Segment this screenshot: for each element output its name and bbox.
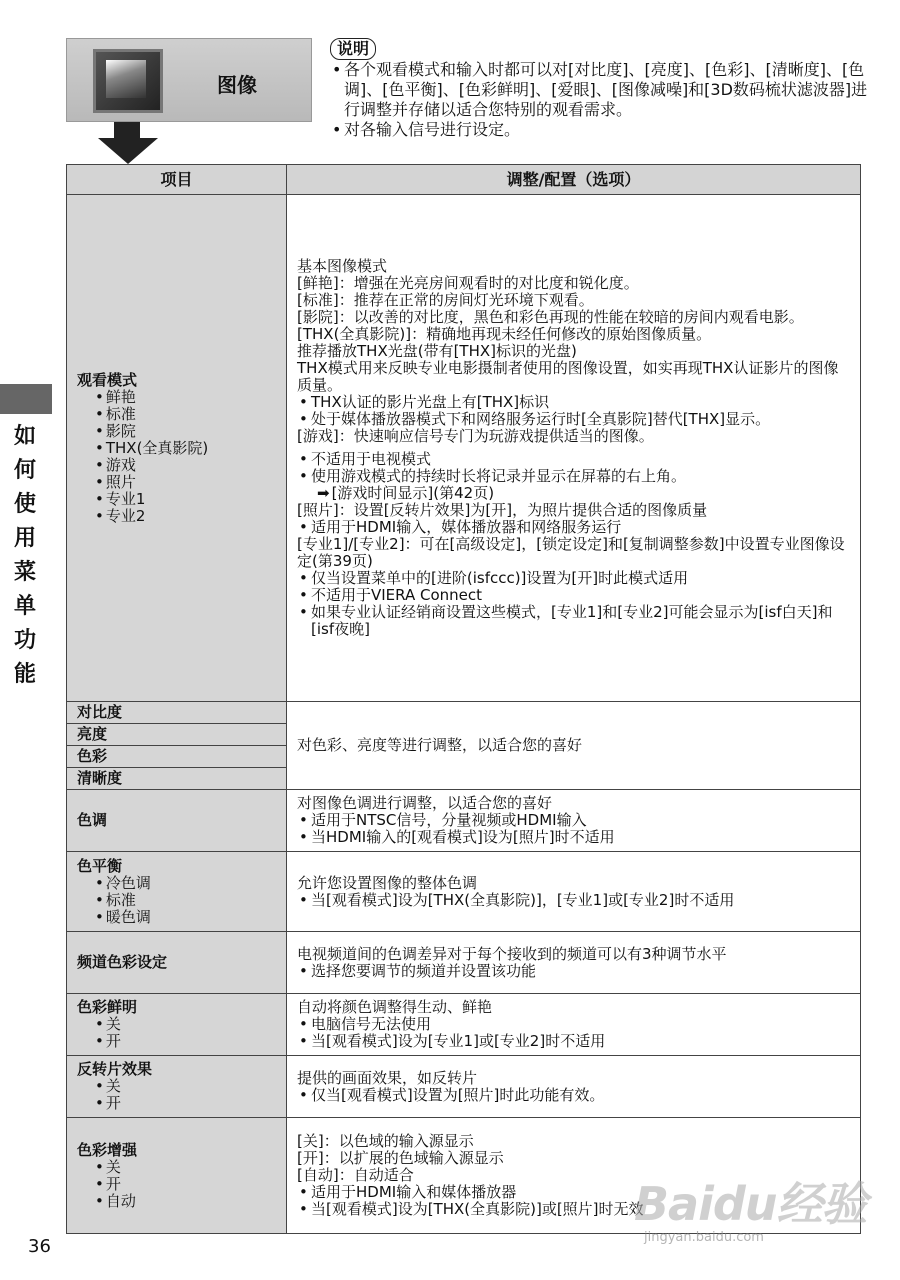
desc-line: 推荐播放THX光盘(带有[THX]标识的光盘) bbox=[297, 342, 577, 360]
option-item: • 开 bbox=[77, 1095, 276, 1112]
desc-line: THX模式用来反映专业电影摄制者使用的图像设置，如实再现THX认证影片的图像质量。 bbox=[297, 359, 839, 394]
desc-bullet: • 适用于HDMI输入，媒体播放器和网络服务运行 bbox=[297, 519, 850, 536]
side-tab-char: 何 bbox=[13, 458, 36, 483]
table-row bbox=[67, 852, 861, 932]
baidu-watermark bbox=[634, 1150, 874, 1270]
side-tab-char: 功 bbox=[13, 628, 36, 653]
option-item: • 暖色调 bbox=[77, 909, 276, 926]
table-header-row bbox=[67, 165, 861, 195]
column-header-item: 项目 bbox=[67, 165, 287, 195]
desc-line: [开]：以扩展的色域输入源显示 bbox=[297, 1149, 504, 1167]
item-cell bbox=[67, 994, 287, 1056]
desc-bullet: • THX认证的影片光盘上有[THX]标识 bbox=[297, 394, 850, 411]
item-label: 色平衡 bbox=[77, 856, 123, 875]
desc-line: [照片]：设置[反转片效果]为[开]，为照片提供合适的图像质量 bbox=[297, 501, 708, 519]
option-item: • 开 bbox=[77, 1033, 276, 1050]
desc-line: [标准]：推荐在正常的房间灯光环境下观看。 bbox=[297, 291, 594, 309]
option-item: • 专业2 bbox=[77, 508, 276, 525]
desc-bullet: • 仅当[观看模式]设置为[照片]时此功能有效。 bbox=[297, 1087, 850, 1104]
desc-line: [影院]：以改善的对比度，黑色和彩色再现的性能在较暗的房间内观看电影。 bbox=[297, 308, 804, 326]
desc-line: 自动将颜色调整得生动、鲜艳 bbox=[297, 998, 493, 1016]
desc-bullet: • 当HDMI输入的[观看模式]设为[照片]时不适用 bbox=[297, 829, 850, 846]
desc-line: 允许您设置图像的整体色调 bbox=[297, 873, 478, 892]
desc-bullet: • 当[观看模式]设为[THX(全真影院)]，[专业1]或[专业2]时不适用 bbox=[297, 892, 850, 909]
section-header bbox=[66, 38, 312, 122]
item-label: 亮度 bbox=[67, 724, 286, 746]
description-cell bbox=[287, 1056, 861, 1118]
table-row bbox=[67, 994, 861, 1056]
side-tab-marker bbox=[0, 384, 52, 414]
tv-picture-icon bbox=[93, 49, 163, 113]
option-item: • 开 bbox=[77, 1176, 276, 1193]
table-row bbox=[67, 932, 861, 994]
desc-line: [THX(全真影院)]：精确地再现未经任何修改的原始图像质量。 bbox=[297, 325, 712, 343]
item-cell bbox=[67, 790, 287, 852]
option-item: • 标准 bbox=[77, 892, 276, 909]
note-bullet: • 各个观看模式和输入时都可以对[对比度]、[亮度]、[色彩]、[清晰度]、[色调]、[色平衡]、[色彩鲜明]、[爱眼]、[图像减噪]和[3D数码梳状滤波器]进行调整并存储以适合您特别的观看需求。 bbox=[330, 60, 870, 120]
page-reference-link: ➡ [游戏时间显示](第42页) bbox=[297, 485, 850, 502]
option-item: • 冷色调 bbox=[77, 875, 276, 892]
item-cell bbox=[67, 1118, 287, 1234]
desc-bullet: • 电脑信号无法使用 bbox=[297, 1016, 850, 1033]
side-tab-char: 能 bbox=[13, 662, 36, 687]
section-title: 图像 bbox=[217, 73, 257, 97]
note-title: 说明 bbox=[330, 38, 376, 60]
note-block bbox=[330, 38, 870, 140]
desc-line: 提供的画面效果，如反转片 bbox=[297, 1068, 478, 1087]
option-item: • 影院 bbox=[77, 423, 276, 440]
note-bullet: • 对各输入信号进行设定。 bbox=[330, 120, 870, 140]
item-cell bbox=[67, 852, 287, 932]
option-item: • 自动 bbox=[77, 1193, 276, 1210]
table-row bbox=[67, 195, 861, 702]
side-tab-char: 用 bbox=[13, 526, 36, 551]
desc-bullet: • 当[观看模式]设为[THX(全真影院)]或[照片]时无效 bbox=[297, 1201, 850, 1218]
desc-line: [游戏]：快速响应信号专门为玩游戏提供适当的图像。 bbox=[297, 427, 654, 445]
side-tab-char: 使 bbox=[13, 492, 36, 517]
desc-line: 基本图像模式 bbox=[297, 257, 388, 275]
description-cell bbox=[287, 790, 861, 852]
item-cell bbox=[67, 1056, 287, 1118]
item-cell bbox=[67, 932, 287, 994]
watermark-brand: Baidu经验 bbox=[634, 1177, 867, 1231]
desc-bullet: • 不适用于电视模式 bbox=[297, 451, 850, 468]
item-label: 频道色彩设定 bbox=[77, 953, 168, 971]
description-cell bbox=[287, 994, 861, 1056]
desc-bullet: • 不适用于VIERA Connect bbox=[297, 587, 850, 604]
option-item: • 关 bbox=[77, 1016, 276, 1033]
page-number: 36 bbox=[28, 1236, 51, 1257]
desc-line: 对色彩、亮度等进行调整，以适合您的喜好 bbox=[297, 736, 583, 754]
option-item: • 关 bbox=[77, 1159, 276, 1176]
desc-bullet: • 适用于HDMI输入和媒体播放器 bbox=[297, 1184, 850, 1201]
option-item: • 专业1 bbox=[77, 491, 276, 508]
table-row bbox=[67, 790, 861, 852]
side-tab-char: 单 bbox=[13, 594, 36, 619]
description-cell bbox=[287, 932, 861, 994]
side-tab-char: 如 bbox=[13, 424, 36, 449]
description-cell bbox=[287, 702, 861, 790]
desc-bullet: • 当[观看模式]设为[专业1]或[专业2]时不适用 bbox=[297, 1033, 850, 1050]
side-tab-label bbox=[8, 420, 42, 692]
desc-line: 对图像色调进行调整，以适合您的喜好 bbox=[297, 794, 553, 812]
table-row bbox=[67, 1056, 861, 1118]
item-label: 观看模式 bbox=[77, 370, 138, 389]
description-cell bbox=[287, 852, 861, 932]
description-cell bbox=[287, 195, 861, 702]
item-cell bbox=[67, 195, 287, 702]
option-item: • 关 bbox=[77, 1078, 276, 1095]
option-item: • 游戏 bbox=[77, 457, 276, 474]
desc-bullet: • 处于媒体播放器模式下和网络服务运行时[全真影院]替代[THX]显示。 bbox=[297, 411, 850, 428]
option-item: • 标准 bbox=[77, 406, 276, 423]
desc-bullet: • 仅当设置菜单中的[进阶(isfccc)]设置为[开]时此模式适用 bbox=[297, 570, 850, 587]
side-tab-char: 菜 bbox=[13, 560, 36, 585]
option-item: • THX(全真影院) bbox=[77, 440, 276, 457]
desc-line: [鲜艳]：增强在光亮房间观看时的对比度和锐化度。 bbox=[297, 274, 639, 292]
item-label: 对比度 bbox=[67, 702, 286, 724]
item-label: 反转片效果 bbox=[77, 1060, 153, 1078]
desc-bullet: • 使用游戏模式的持续时长将记录并显示在屏幕的右上角。 bbox=[297, 468, 850, 485]
item-label: 色调 bbox=[77, 811, 108, 829]
option-item: • 照片 bbox=[77, 474, 276, 491]
column-header-adjust: 调整/配置（选项） bbox=[287, 165, 861, 195]
option-item: • 鲜艳 bbox=[77, 389, 276, 406]
table-row bbox=[67, 702, 861, 790]
item-label: 色彩鲜明 bbox=[77, 998, 138, 1016]
settings-table bbox=[66, 164, 861, 1234]
item-label: 清晰度 bbox=[77, 769, 123, 787]
desc-bullet: • 如果专业认证经销商设置这些模式，[专业1]和[专业2]可能会显示为[isf白天]和[isf夜晚] bbox=[297, 604, 850, 638]
desc-line: 电视频道间的色调差异对于每个接收到的频道可以有3种调节水平 bbox=[297, 944, 727, 963]
item-label: 色彩增强 bbox=[77, 1140, 138, 1159]
item-label: 色彩 bbox=[67, 746, 286, 768]
item-cell bbox=[67, 702, 287, 790]
desc-bullet: • 适用于NTSC信号，分量视频或HDMI输入 bbox=[297, 812, 850, 829]
desc-line: [专业1]/[专业2]：可在[高级设定]，[锁定设定]和[复制调整参数]中设置专业图像设定(第39页) bbox=[297, 535, 845, 570]
desc-line: [自动]：自动适合 bbox=[297, 1166, 414, 1184]
desc-line: [关]：以色域的输入源显示 bbox=[297, 1132, 474, 1150]
watermark-url: jingyan.baidu.com bbox=[644, 1230, 764, 1245]
desc-bullet: • 选择您要调节的频道并设置该功能 bbox=[297, 963, 850, 980]
